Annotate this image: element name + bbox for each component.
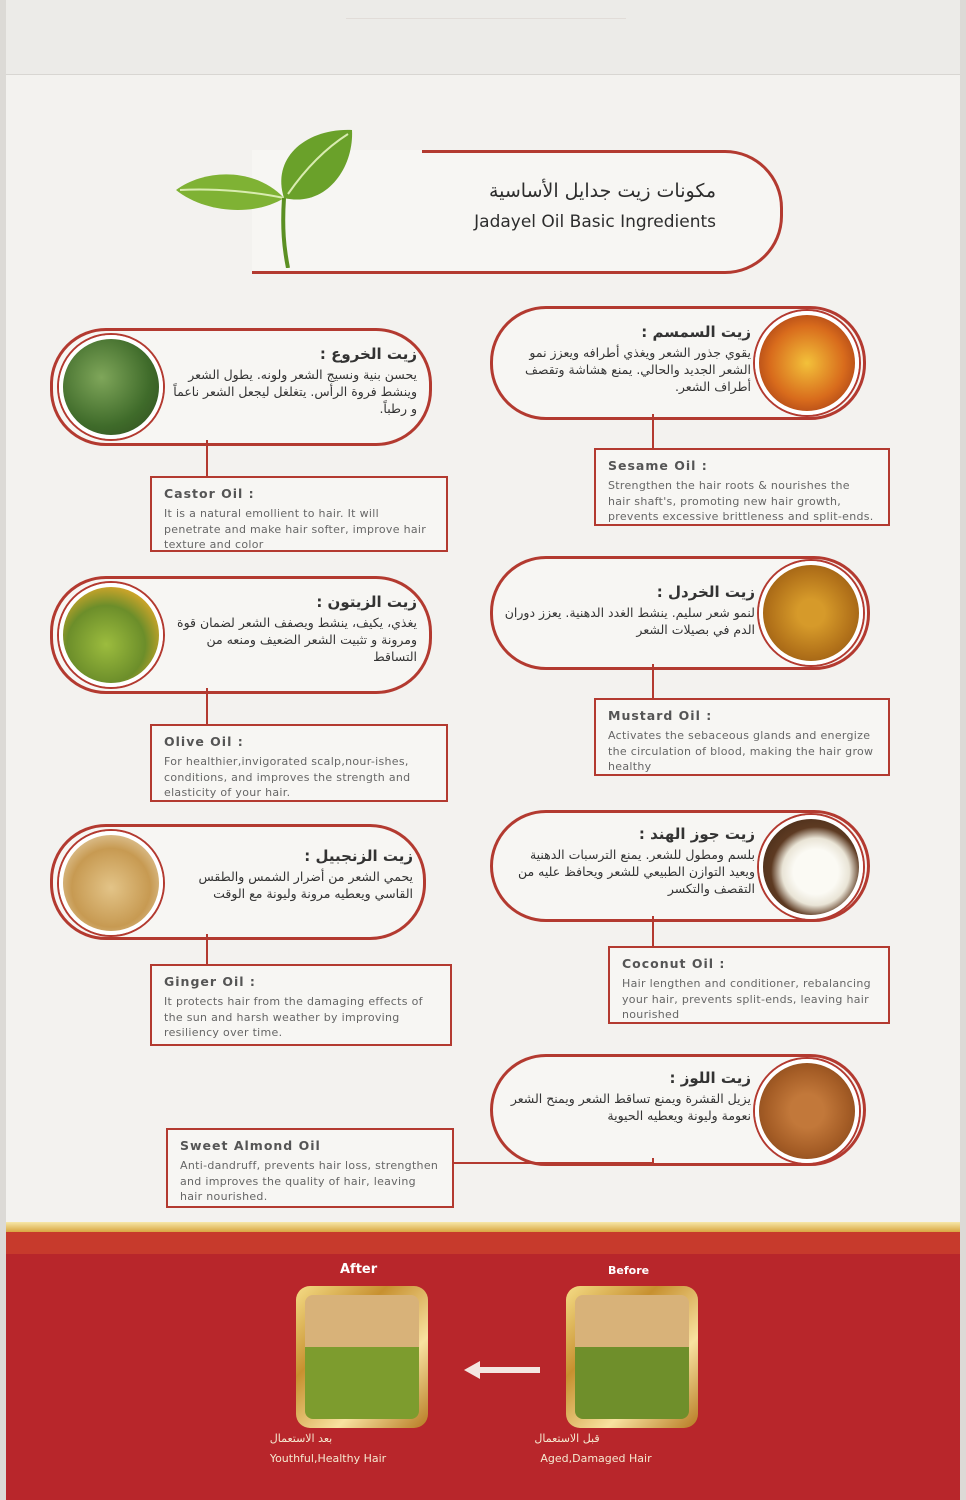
- mustard-en-desc: Activates the sebaceous glands and energize the circulation of blood, making the hair grow healthy: [608, 729, 874, 773]
- coconut-ar-desc: بلسم ومطول للشعر. يمنع الترسبات الدهنية ويعيد التوازن الطبيعي للشعر ويحافظ عليه من التقصف والتكسر: [518, 847, 755, 896]
- coconut-en-box: [608, 946, 890, 1024]
- ginger-ar-desc: يحمي الشعر من أضرار الشمس والطقس القاسي ويعطيه مرونة وليونة مع الوقت: [198, 869, 413, 901]
- ginger-pill: [50, 824, 426, 940]
- olive-ar-name: زيت الزيتون :: [316, 593, 417, 611]
- sesame-image: [755, 311, 859, 415]
- castor-en-name: Castor Oil :: [164, 486, 255, 501]
- coconut-image: [759, 815, 863, 919]
- ginger-en-name: Ginger Oil :: [164, 974, 256, 989]
- after-image: [296, 1286, 428, 1428]
- castor-image: [59, 335, 163, 439]
- olive-en-desc: For healthier,invigorated scalp,nour-ishes, conditions, and improves the strength and elasticity of your hair.: [164, 755, 411, 799]
- castor-ar-name: زيت الخروع :: [319, 345, 417, 363]
- sesame-pill: [490, 306, 866, 420]
- mustard-ar-desc: لنمو شعر سليم. ينشط الغدد الدهنية. يعزز دوران الدم في بصيلات الشعر: [504, 605, 755, 637]
- arrow-left-icon: [464, 1361, 540, 1379]
- leaf-icon: [176, 128, 356, 268]
- before-caption-ar: قبل الاستعمال: [534, 1432, 600, 1445]
- header-title-ar: مكونات زيت جدايل الأساسية: [488, 180, 716, 202]
- mustard-image: [759, 561, 863, 665]
- almond-en-name: Sweet Almond Oil: [180, 1138, 321, 1153]
- almond-image: [755, 1059, 859, 1163]
- product-box: [6, 0, 960, 1500]
- mustard-pill: [490, 556, 870, 670]
- olive-en-box: [150, 724, 448, 802]
- castor-pill: [50, 328, 432, 446]
- olive-pill: [50, 576, 432, 694]
- olive-ar-desc: يغذي، يكيف، ينشط ويصفف الشعر لضمان قوة ومرونة و تثبيت الشعر الضعيف ومنعه من التساقط: [177, 615, 417, 664]
- box-top-flap: [6, 0, 960, 75]
- sesame-en-box: [594, 448, 890, 526]
- castor-ar-desc: يحسن بنية ونسيج الشعر ولونه. يطول الشعر وينشط فروة الرأس. يتغلغل ليجعل الشعر ناعماً و رطباً.: [173, 367, 417, 416]
- mustard-en-box: [594, 698, 890, 776]
- mustard-en-name: Mustard Oil :: [608, 708, 713, 723]
- before-image: [566, 1286, 698, 1428]
- almond-ar-name: زيت اللوز :: [669, 1069, 751, 1087]
- almond-ar-desc: يزيل القشرة ويمنع تساقط الشعر ويمنح الشعر نعومة وليونة ويعطيه الحيوية: [510, 1091, 751, 1123]
- sesame-ar-desc: يقوي جذور الشعر ويغذي أطرافه ويعزز نمو الشعر الجديد والحالي. يمنع هشاشة وتقصف أطراف الشعر.: [524, 345, 751, 394]
- ginger-image: [59, 831, 163, 935]
- sesame-en-desc: Strengthen the hair roots & nourishes the hair shaft's, promoting new hair growth, prevents excessive brittleness and split-ends.: [608, 479, 874, 523]
- almond-en-box: [166, 1128, 454, 1208]
- coconut-en-desc: Hair lengthen and conditioner, rebalancing your hair, prevents split-ends, leaving hair nourished: [622, 977, 871, 1021]
- header-title-en: Jadayel Oil Basic Ingredients: [474, 212, 716, 232]
- before-label: Before: [608, 1264, 650, 1277]
- coconut-pill: [490, 810, 870, 922]
- after-caption-ar: بعد الاستعمال: [269, 1432, 333, 1445]
- after-label: After: [340, 1262, 378, 1277]
- ginger-ar-name: زيت الزنجبيل :: [304, 847, 413, 865]
- olive-image: [59, 583, 163, 687]
- coconut-ar-name: زيت جوز الهند :: [638, 825, 755, 843]
- almond-en-desc: Anti-dandruff, prevents hair loss, strengthen and improves the quality of hair, leaving hair nourished.: [180, 1159, 439, 1203]
- castor-en-desc: It is a natural emollient to hair. It will penetrate and make hair softer, improve hair texture and color: [164, 507, 427, 551]
- after-caption-en: Youthful,Healthy Hair: [269, 1452, 387, 1465]
- ginger-en-box: [150, 964, 452, 1046]
- olive-en-name: Olive Oil :: [164, 734, 244, 749]
- sesame-ar-name: زيت السمسم :: [641, 323, 751, 341]
- before-caption-en: Aged,Damaged Hair: [540, 1452, 652, 1465]
- coconut-en-name: Coconut Oil :: [622, 956, 726, 971]
- sesame-en-name: Sesame Oil :: [608, 458, 708, 473]
- ginger-en-desc: It protects hair from the damaging effects of the sun and harsh weather by improving resiliency over time.: [164, 995, 423, 1039]
- mustard-ar-name: زيت الخردل :: [656, 583, 755, 601]
- almond-pill: [490, 1054, 866, 1166]
- castor-en-box: [150, 476, 448, 552]
